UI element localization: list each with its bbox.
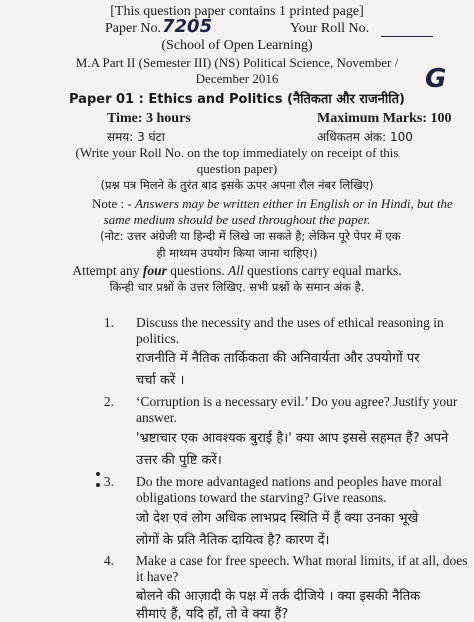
question-1-number: 1. bbox=[103, 315, 114, 330]
question-1-hi-2: चर्चा करें । bbox=[136, 373, 185, 388]
roll-number-line bbox=[381, 36, 433, 37]
attempt-four: four bbox=[142, 263, 167, 278]
note-hi-1: (नोट: उत्तर अंग्रेजी या हिन्दी में लिखे जा सकते है; लेकिन पूरे पेपर में एक bbox=[100, 229, 401, 243]
attempt-mid: questions. bbox=[166, 263, 229, 278]
question-4-number: 4. bbox=[103, 553, 114, 568]
question-3-en-2: obligations toward the starving? Give reasons. bbox=[136, 490, 387, 505]
note-prefix: Note : - bbox=[92, 196, 135, 211]
marks-en: Maximum Marks: 100 bbox=[317, 111, 452, 126]
time-hi: समय: 3 घंटा bbox=[107, 130, 165, 144]
roll-instruction-hi: (प्रश्न पत्र मिलने के तुरंत बाद इसके ऊपर अपना रौल नंबर लिखिए) bbox=[100, 178, 374, 192]
course-line-1: M.A Part II (Semester III) (NS) Political Science, November / bbox=[75, 55, 399, 70]
question-4-en-2: it have? bbox=[136, 569, 179, 584]
question-3-en-1: Do the more advantaged nations and peoples have moral bbox=[136, 474, 442, 489]
question-2-en-1: ‘Corruption is a necessary evil.’ Do you agree? Justify your bbox=[136, 394, 458, 409]
paper-number-handwritten: 7205 bbox=[162, 16, 213, 37]
question-2-number: 2. bbox=[103, 394, 114, 409]
attempt-post: questions carry equal marks. bbox=[243, 263, 402, 278]
question-3-hi-1: जो देश एवं लोग अधिक लाभप्रद स्थिति में हैं क्या उनका भूखे bbox=[136, 511, 419, 526]
question-2-en-2: answer. bbox=[136, 410, 177, 425]
note-hi-2: ही माध्यम उपयोग किया जाना चाहिए।) bbox=[156, 246, 318, 260]
question-1-hi-1: राजनीति में नैतिक तार्किकता की अनिवार्यता और उपयोगों पर bbox=[136, 351, 420, 366]
marks-hi: अधिकतम अंक: 100 bbox=[317, 130, 413, 144]
attempt-pre: Attempt any bbox=[72, 263, 143, 278]
question-3-number: 3. bbox=[103, 474, 114, 489]
question-1-en-1: Discuss the necessity and the uses of ethical reasoning in bbox=[136, 315, 444, 330]
roll-instruction-en-2: question paper) bbox=[196, 161, 278, 176]
school-name: (School of Open Learning) bbox=[161, 38, 313, 53]
note-en-2: same medium should be used throughout the paper. bbox=[103, 212, 371, 227]
set-mark-handwritten: G bbox=[425, 64, 447, 94]
time-en: Time: 3 hours bbox=[107, 111, 191, 126]
note-en-1 bbox=[92, 196, 453, 212]
question-4-hi-2: सीमाएं हैं, यदि हाँ, तो वे क्या हैं? bbox=[136, 607, 289, 622]
question-2-hi-1: 'भ्रष्टाचार एक आवश्यक बुराई है।' क्या आप इससे सहमत हैं? अपने bbox=[136, 431, 449, 446]
paper-number-label: Paper No. bbox=[105, 21, 161, 36]
roll-instruction-en-1: (Write your Roll No. on the top immediately on receipt of this bbox=[75, 145, 399, 160]
question-3-hi-2: लोगों के प्रति नैतिक दायित्व है? कारण दें। bbox=[136, 533, 330, 548]
course-line-2: December 2016 bbox=[195, 71, 279, 86]
paper-title: Paper 01 : Ethics and Politics (नैतिकता और राजनीति) bbox=[69, 92, 405, 107]
note-en-1-text: Answers may be written either in English or in Hindi, but the bbox=[134, 196, 453, 211]
attempt-instruction-en bbox=[0, 263, 474, 279]
question-1-en-2: politics. bbox=[136, 331, 180, 346]
attempt-all: All bbox=[228, 263, 244, 278]
attempt-instruction-hi: किन्ही चार प्रश्नों के उत्तर लिखिए. सभी प्रश्नों के समान अंक है. bbox=[109, 280, 365, 294]
question-4-hi-1: बोलने की आज़ादी के पक्ष में तर्क दीजिये । क्या इसकी नैतिक bbox=[136, 589, 421, 604]
printed-page-note: [This question paper contains 1 printed page] bbox=[110, 4, 364, 19]
roll-number-label: Your Roll No. bbox=[290, 21, 370, 36]
question-2-hi-2: उत्तर की पुष्टि करें। bbox=[136, 453, 222, 468]
question-4-en-1: Make a case for free speech. What moral limits, if at all, does bbox=[136, 553, 468, 568]
